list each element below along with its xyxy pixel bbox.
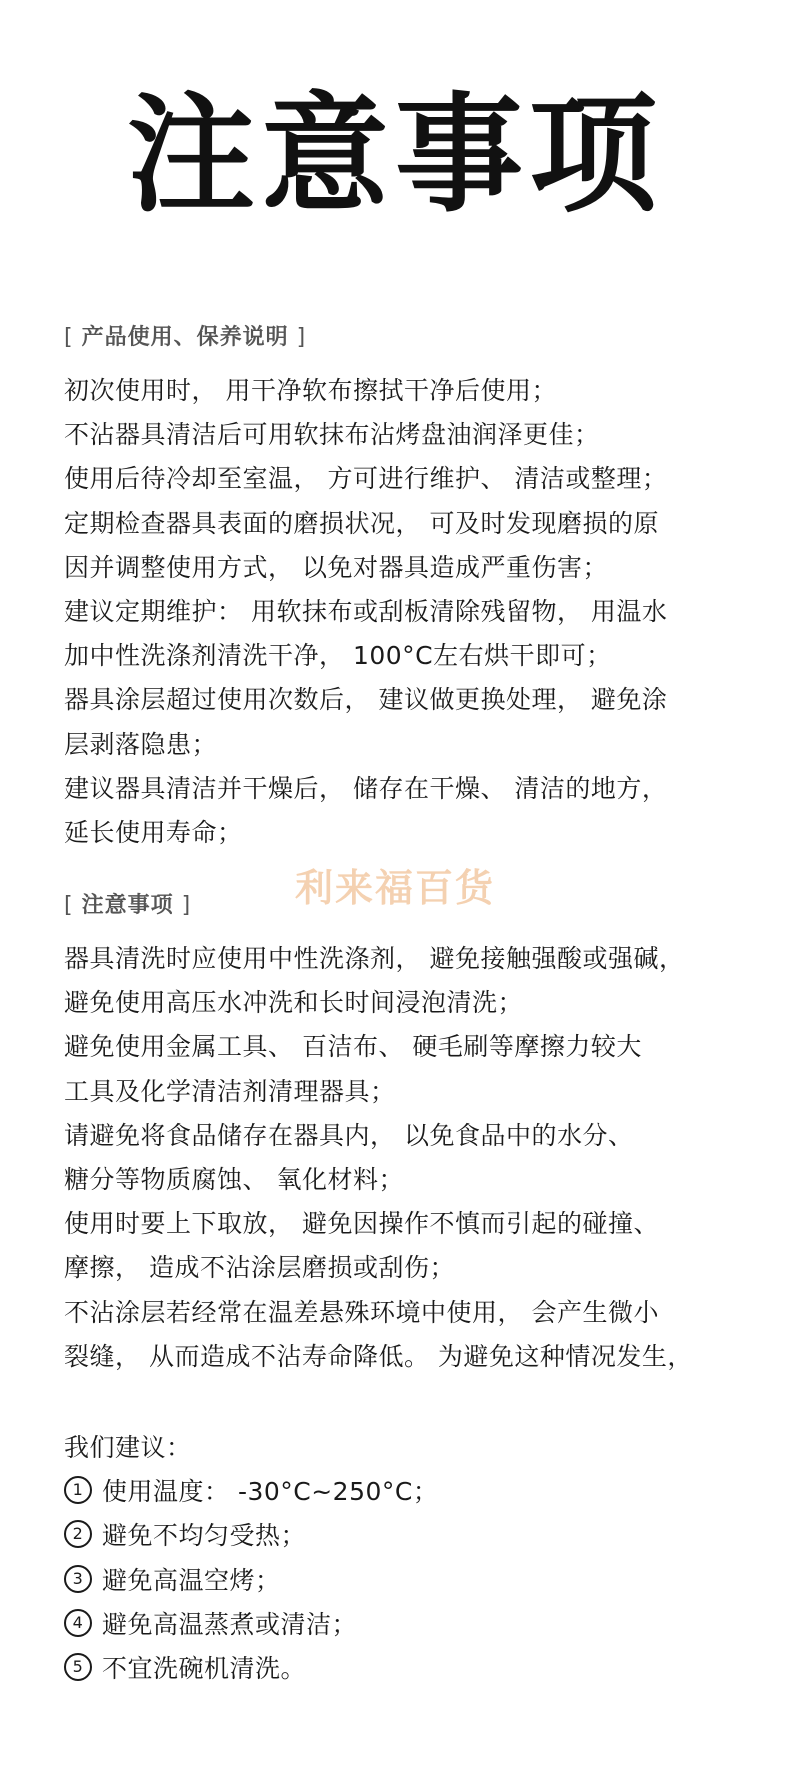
usage-care-line: 建议定期维护： 用软抹布或刮板清除残留物， 用温水 (64, 596, 668, 626)
suggestion-item (64, 1603, 784, 1647)
suggestion-item (64, 1514, 784, 1558)
precaution-line: 避免使用高压水冲洗和长时间浸泡清洗； (64, 988, 524, 1018)
watermark-logo: 利来福百货 (295, 866, 496, 910)
precaution-line: 使用时要上下取放， 避免因操作不慎而引起的碰撞、 (64, 1209, 659, 1239)
suggestion-text: 避免高温蒸煮或清洁； (102, 1609, 358, 1639)
usage-care-line: 加中性洗涤剂清洗干净， 100°C左右烘干即可； (64, 641, 612, 671)
suggestion-text: 使用温度： -30°C~250°C； (102, 1477, 439, 1507)
usage-care-list (64, 369, 784, 855)
precautions-list (64, 937, 784, 1379)
bracket-close: ] (288, 325, 307, 350)
bracket-open: [ (64, 325, 82, 350)
usage-care-line: 使用后待冷却至室温， 方可进行维护、 清洁或整理； (64, 464, 668, 494)
suggestion-item (64, 1559, 784, 1603)
usage-care-line: 层剥落隐患； (64, 729, 218, 759)
suggestions-header: 我们建议： (64, 1433, 192, 1462)
section-header-usage-care-label: 产品使用、保养说明 (81, 325, 289, 350)
circled-number-icon: 5 (64, 1653, 92, 1681)
usage-care-line: 不沾器具清洁后可用软抹布沾烤盘油润泽更佳； (64, 420, 600, 450)
usage-care-line: 定期检查器具表面的磨损状况， 可及时发现磨损的原 (64, 508, 659, 538)
suggestion-text: 避免高温空烤； (102, 1565, 281, 1595)
usage-care-line: 器具涂层超过使用次数后， 建议做更换处理， 避免涂 (64, 685, 668, 715)
usage-care-line: 建议器具清洁并干燥后， 储存在干燥、 清洁的地方， (64, 773, 668, 803)
precaution-line: 摩擦， 造成不沾涂层磨损或刮伤； (64, 1253, 455, 1283)
suggestion-item (64, 1470, 784, 1514)
bracket-close: ] (173, 893, 192, 918)
bracket-open: [ (64, 893, 82, 918)
circled-number-icon: 2 (64, 1520, 92, 1548)
section-header-precautions (64, 888, 191, 919)
precaution-line: 糖分等物质腐蚀、 氧化材料； (64, 1164, 404, 1194)
precaution-line: 避免使用金属工具、 百洁布、 硬毛刷等摩擦力较大 (64, 1032, 642, 1062)
precaution-line: 请避免将食品储存在器具内， 以免食品中的水分、 (64, 1120, 634, 1150)
precaution-line: 工具及化学清洁剂清理器具； (64, 1076, 396, 1106)
circled-number-icon: 4 (64, 1609, 92, 1637)
suggestion-text: 不宜洗碗机清洗。 (102, 1653, 307, 1683)
circled-number-icon: 3 (64, 1565, 92, 1593)
usage-care-line: 初次使用时， 用干净软布擦拭干净后使用； (64, 376, 557, 405)
section-header-precautions-label: 注意事项 (81, 893, 174, 918)
precaution-line: 不沾涂层若经常在温差悬殊环境中使用， 会产生微小 (64, 1297, 659, 1327)
usage-care-line: 因并调整使用方式， 以免对器具造成严重伤害； (64, 552, 608, 582)
precaution-line: 裂缝， 从而造成不沾寿命降低。 为避免这种情况发生， (64, 1341, 693, 1371)
section-header-usage-care (64, 320, 306, 351)
suggestions-list (64, 1426, 784, 1691)
circled-number-icon: 1 (64, 1476, 92, 1504)
precaution-line: 器具清洗时应使用中性洗涤剂， 避免接触强酸或强碱， (64, 944, 685, 973)
suggestion-item (64, 1647, 784, 1691)
usage-care-line: 延长使用寿命； (64, 817, 243, 847)
page-title: 注意事项 (126, 81, 663, 230)
suggestion-text: 避免不均匀受热； (102, 1521, 307, 1551)
